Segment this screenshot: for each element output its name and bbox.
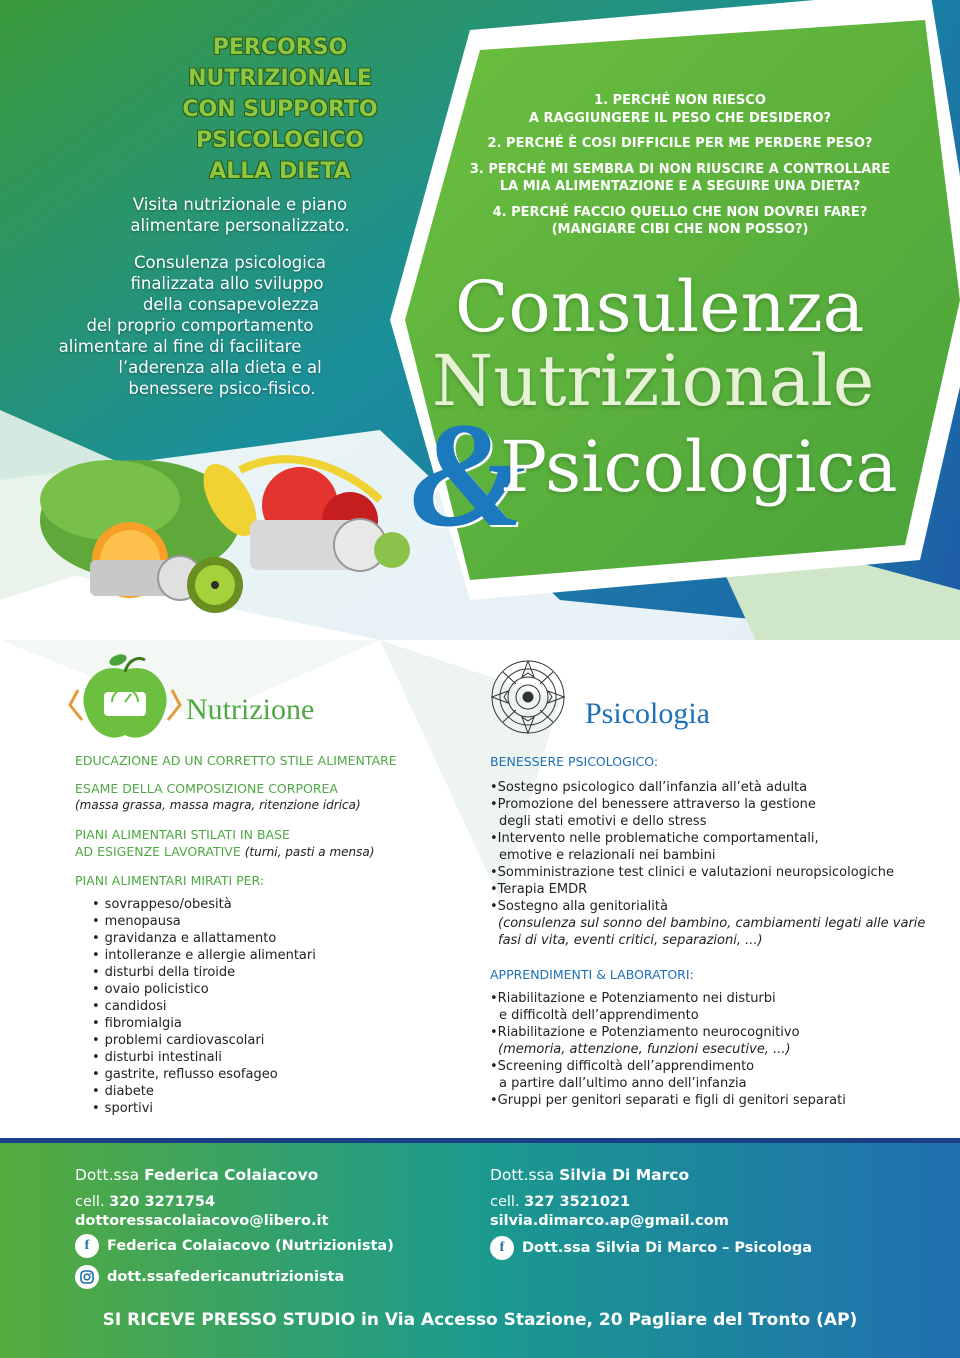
doctor-prefix: Dott.ssa [490, 1166, 555, 1184]
facebook-icon: f [75, 1234, 99, 1258]
facebook-icon: f [490, 1236, 514, 1260]
nutrizione-heading-plans-2 [75, 844, 374, 860]
list-item-text: • Terapia EMDR [490, 882, 587, 897]
list-item-text: • Promozione del benessere attraverso la gestione [490, 797, 816, 812]
nutrizione-heading-education: EDUCAZIONE AD UN CORRETTO STILE ALIMENTARE [75, 753, 397, 768]
psicologia-title: Psicologia [585, 697, 710, 730]
list-item: • disturbi intestinali [92, 1049, 316, 1066]
list-item: • intolleranze e allergie alimentari [92, 947, 316, 964]
nutrizione-composition-note: (massa grassa, massa magra, ritenzione idrica) [75, 798, 361, 812]
intro-line: alimentare al fine di facilitare [58, 337, 302, 356]
list-item [490, 881, 925, 898]
list-item-text: • Riabilitazione e Potenziamento neurocognitivo [490, 1025, 800, 1040]
promo-title [150, 32, 410, 187]
list-item: • ovaio policistico [92, 981, 316, 998]
question-line: A RAGGIUNGERE IL PESO CHE DESIDERO? [528, 110, 832, 126]
nutrizione-heading-plans: PIANI ALIMENTARI STILATI IN BASE [75, 827, 290, 842]
contact-left-facebook[interactable] [75, 1234, 394, 1258]
doctor-name: Silvia Di Marco [559, 1166, 690, 1184]
list-item-note: (consulenza sul sonno del bambino, cambiamenti legati alle varie [498, 916, 926, 931]
list-item: • problemi cardiovascolari [92, 1032, 316, 1049]
intro-line: del proprio comportamento [86, 316, 314, 335]
list-item-text: • Gruppi per genitori separati e figli di genitori separati [490, 1093, 846, 1108]
question-line: 1. PERCHÉ NON RIESCO [594, 93, 766, 108]
list-item [490, 1058, 846, 1092]
intro-line: Consulenza psicologica [133, 253, 327, 272]
contact-right-facebook[interactable] [490, 1236, 812, 1260]
question-item [440, 204, 920, 239]
instagram-label: dott.ssafedericanutrizionista [107, 1269, 345, 1285]
question-line: 4. PERCHÉ FACCIO QUELLO CHE NON DOVREI FARE? [492, 204, 868, 220]
contact-right-cell [490, 1192, 630, 1212]
list-item-text: • Intervento nelle problematiche comportamentali, [490, 831, 819, 846]
nutrizione-title: Nutrizione [186, 693, 315, 726]
intro-line: alimentare personalizzato. [130, 216, 350, 235]
list-item-note: (memoria, attenzione, funzioni esecutive, ...) [498, 1042, 791, 1057]
list-item [490, 864, 925, 881]
list-item: • sportivi [92, 1100, 316, 1117]
list-item: • disturbi della tiroide [92, 964, 316, 981]
nutrizione-heading-targeted: PIANI ALIMENTARI MIRATI PER: [75, 873, 265, 888]
list-item-text: e difficoltà dell’apprendimento [499, 1008, 699, 1023]
headline-line3: Psicologica [500, 426, 898, 508]
questions-list [440, 92, 920, 247]
list-item [490, 830, 925, 864]
question-item [440, 92, 920, 127]
list-item [490, 779, 925, 796]
cell-number[interactable]: 320 3271754 [109, 1194, 216, 1210]
question-item [440, 135, 920, 153]
promo-title-line: PSICOLOGICO [195, 128, 365, 153]
intro-line: Visita nutrizionale e piano [132, 195, 348, 214]
list-item-text: • Sostegno alla genitorialità [490, 899, 668, 914]
cell-number[interactable]: 327 3521021 [524, 1194, 631, 1210]
question-line: 3. PERCHÉ MI SEMBRA DI NON RIUSCIRE A CONTROLLARE [469, 161, 891, 177]
list-item-text: a partire dall’ultimo anno dell’infanzia [499, 1076, 747, 1091]
psicologia-heading-learning: APPRENDIMENTI & LABORATORI: [490, 967, 694, 982]
intro-consulting [40, 252, 360, 399]
promo-title-line: NUTRIZIONALE [188, 66, 372, 91]
nutrizione-list [92, 896, 316, 1117]
plans-note: (turni, pasti a mensa) [244, 845, 375, 859]
contact-left-cell [75, 1192, 215, 1212]
question-line: 2. PERCHÉ È COSI DIFFICILE PER ME PERDERE PESO? [487, 136, 873, 151]
intro-line: benessere psico-fisico. [128, 379, 316, 398]
instagram-icon [75, 1265, 99, 1289]
contact-left-email[interactable]: dottoressacolaiacovo@libero.it [75, 1213, 329, 1229]
promo-title-line: CON SUPPORTO [182, 97, 378, 122]
doctor-prefix: Dott.ssa [75, 1166, 140, 1184]
list-item-note: fasi di vita, eventi critici, separazioni, ...) [498, 933, 763, 948]
list-item [490, 898, 925, 949]
list-item [490, 796, 925, 830]
list-item [490, 990, 846, 1024]
intro-line: finalizzata allo sviluppo [130, 274, 324, 293]
intro-visit [100, 194, 380, 236]
question-line: LA MIA ALIMENTAZIONE E A SEGUIRE UNA DIETA? [499, 179, 861, 194]
psicologia-list-learning [490, 990, 846, 1109]
intro-line: l’aderenza alla dieta e al [118, 358, 322, 377]
nutrizione-heading-composition: ESAME DELLA COMPOSIZIONE CORPOREA [75, 781, 338, 796]
plans-line: AD ESIGENZE LAVORATIVE [75, 844, 241, 859]
list-item: • gastrite, reflusso esofageo [92, 1066, 316, 1083]
facebook-label: Dott.ssa Silvia Di Marco – Psicologa [522, 1240, 813, 1256]
list-item: • gravidanza e allattamento [92, 930, 316, 947]
list-item [490, 1024, 846, 1058]
studio-address: SI RICEVE PRESSO STUDIO in Via Accesso Stazione, 20 Pagliare del Tronto (AP) [102, 1310, 858, 1330]
psicologia-list-wellbeing [490, 779, 925, 949]
list-item-text: degli stati emotivi e dello stress [499, 814, 707, 829]
list-item-text: • Riabilitazione e Potenziamento nei disturbi [490, 991, 776, 1006]
question-item [440, 161, 920, 196]
headline-line1: Consulenza [455, 266, 865, 348]
doctor-name: Federica Colaiacovo [144, 1166, 319, 1184]
list-item: • sovrappeso/obesità [92, 896, 316, 913]
headline-ampersand: & [410, 392, 527, 558]
promo-title-line: ALLA DIETA [209, 159, 351, 184]
list-item: • fibromialgia [92, 1015, 316, 1032]
facebook-label: Federica Colaiacovo (Nutrizionista) [107, 1238, 394, 1254]
list-item: • menopausa [92, 913, 316, 930]
list-item: • candidosi [92, 998, 316, 1015]
question-line: (MANGIARE CIBI CHE NON POSSO?) [551, 222, 809, 237]
contact-right-name [490, 1166, 689, 1184]
list-item: • diabete [92, 1083, 316, 1100]
contact-left-instagram[interactable] [75, 1265, 344, 1289]
list-item-text: emotive e relazionali nei bambini [499, 848, 716, 863]
promo-title-line: PERCORSO [212, 35, 348, 60]
headline-line2: Nutrizionale [432, 340, 875, 422]
contact-right-email[interactable]: silvia.dimarco.ap@gmail.com [490, 1213, 729, 1229]
list-item [490, 1092, 846, 1109]
list-item-text: • Screening difficoltà dell’apprendimento [490, 1059, 754, 1074]
psicologia-heading-wellbeing: BENESSERE PSICOLOGICO: [490, 754, 659, 769]
contact-left-name [75, 1166, 318, 1184]
list-item-text: • Sostegno psicologico dall’infanzia all’età adulta [490, 780, 807, 795]
cell-label: cell. [490, 1194, 520, 1210]
cell-label: cell. [75, 1194, 105, 1210]
intro-line: della consapevolezza [142, 295, 320, 314]
list-item-text: • Somministrazione test clinici e valutazioni neuropsicologiche [490, 865, 894, 880]
